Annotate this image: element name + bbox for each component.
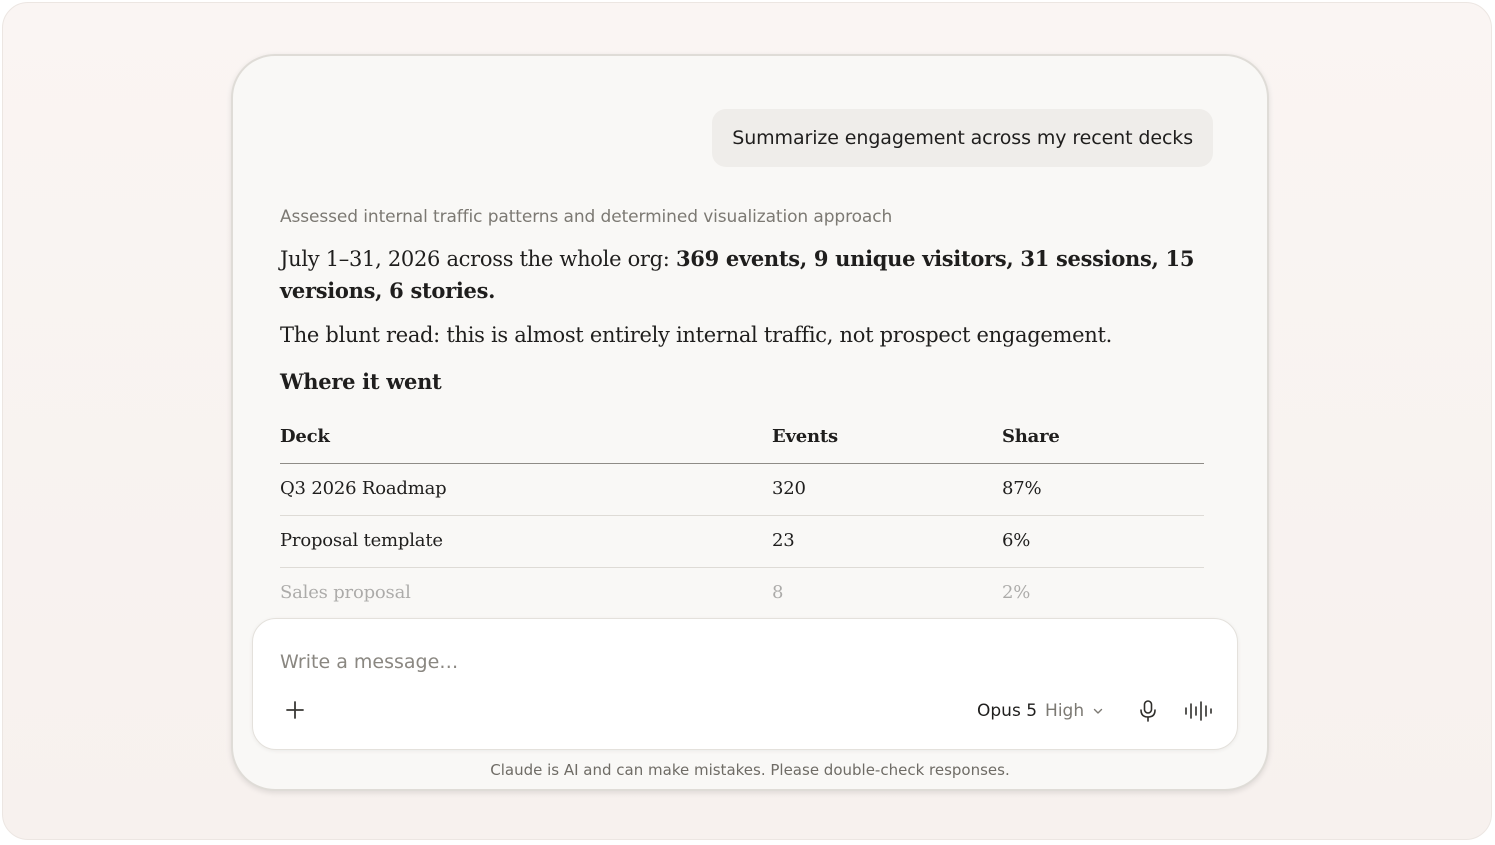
summary-stats: 369 events, 9 unique visitors, 31 sessions, 15 versions, 6 stories. [280, 246, 1195, 303]
section-heading: Where it went [280, 369, 442, 394]
cell-deck: Sales proposal [280, 582, 411, 603]
response-summary [280, 243, 1200, 307]
model-selector-button[interactable] [977, 697, 1104, 725]
message-input[interactable] [280, 647, 880, 677]
column-header-share: Share [1002, 426, 1060, 447]
cell-events: 23 [772, 530, 795, 551]
column-header-events: Events [772, 426, 838, 447]
cell-events: 8 [772, 582, 784, 603]
cell-events: 320 [772, 478, 806, 499]
engagement-table [280, 412, 1204, 620]
summary-prefix: July 1–31, 2026 across the whole org: [280, 247, 676, 271]
chat-window [231, 54, 1269, 791]
disclaimer-text: Claude is AI and can make mistakes. Please double-check responses. [490, 761, 1010, 779]
table-row [280, 464, 1204, 516]
voice-mode-button[interactable] [1182, 697, 1214, 725]
table-row [280, 516, 1204, 568]
table-row [280, 568, 1204, 620]
cell-deck: Q3 2026 Roadmap [280, 478, 447, 499]
chevron-down-icon [1092, 705, 1104, 717]
user-message-bubble [712, 109, 1213, 167]
user-message-text: Summarize engagement across my recent decks [732, 127, 1193, 149]
response-blunt-read: The blunt read: this is almost entirely internal traffic, not prospect engagement. [280, 323, 1113, 347]
cell-share: 87% [1002, 478, 1042, 499]
cell-share: 6% [1002, 530, 1031, 551]
dictation-button[interactable] [1135, 697, 1161, 725]
plus-icon [285, 700, 305, 720]
cell-share: 2% [1002, 582, 1031, 603]
message-composer [252, 618, 1238, 750]
table-header-row [280, 412, 1204, 464]
column-header-deck: Deck [280, 426, 330, 447]
model-name: Opus 5 [977, 701, 1038, 721]
model-effort: High [1045, 701, 1085, 721]
microphone-icon [1137, 699, 1159, 723]
cell-deck: Proposal template [280, 530, 443, 551]
waveform-icon [1183, 700, 1213, 722]
thinking-summary[interactable]: Assessed internal traffic patterns and determined visualization approach [280, 207, 893, 227]
page-background [2, 2, 1492, 840]
add-attachment-button[interactable] [282, 697, 308, 723]
